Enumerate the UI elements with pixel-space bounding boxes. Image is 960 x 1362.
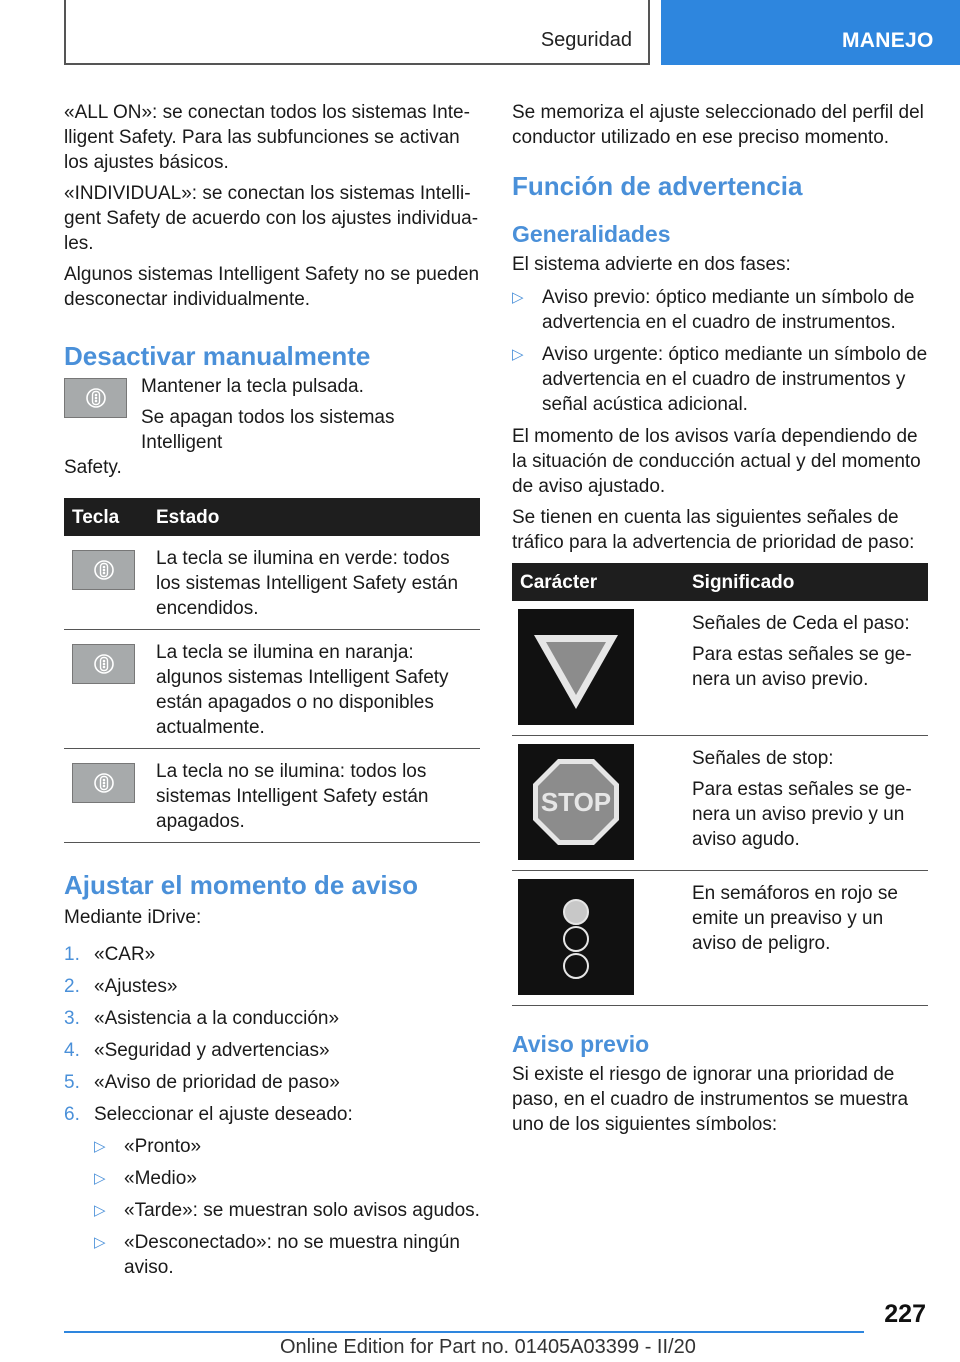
- yield-sign-icon: [518, 609, 634, 725]
- table-row: [512, 736, 928, 871]
- phases-list: [512, 285, 928, 417]
- state-text: La tecla se ilumina en verde: todos los sistemas Intelligent Safety están encendidos.: [148, 536, 480, 630]
- meaning-line: En semáforos en rojo se emite un preaviso y un aviso de peligro.: [692, 883, 898, 954]
- paragraph-senales: Se tienen en cuenta las siguientes señales de tráfico para la advertencia de prioridad de paso:: [512, 507, 915, 553]
- desactivar-line-2: Se apagan todos los sistemas Intelligent: [141, 407, 395, 453]
- desactivar-line-1: Mantener la tecla pulsada.: [141, 376, 364, 397]
- paragraph-cannot-disable: Algunos sistemas Intelligent Safety no se pueden desconectar individualmente.: [64, 264, 480, 310]
- meaning-line: Para estas señales se genera un aviso previo.: [692, 644, 912, 690]
- bullet-triangle-icon: ▷: [512, 289, 524, 306]
- bullet-triangle-icon: ▷: [94, 1170, 106, 1187]
- paragraph-all-on: «ALL ON»: se conectan todos los sistemas Intelligent Safety. Para las subfunciones se activan los ajustes básicos.: [64, 102, 470, 173]
- heading-aviso-previo: Aviso previo: [512, 1031, 650, 1057]
- col-header-meaning: Significado: [684, 563, 928, 601]
- list-item: ▷ «Tarde»: se muestran solo avisos agudos.: [94, 1200, 480, 1221]
- bullet-triangle-icon: ▷: [512, 346, 524, 363]
- safety-button-orange-icon: [72, 644, 135, 684]
- left-column: [64, 100, 480, 1287]
- footer-divider: [64, 1331, 864, 1333]
- paragraph-via-idrive: Mediante iDrive:: [64, 907, 202, 928]
- traffic-light-icon: [518, 879, 634, 995]
- list-item: ▷ «Desconectado»: no se muestra ningún aviso.: [94, 1232, 460, 1278]
- state-text: La tecla se ilumina en naranja: algunos sistemas Intelligent Safety están apagados o no disponibles actualmente.: [148, 630, 480, 749]
- bullet-triangle-icon: ▷: [94, 1234, 106, 1251]
- heading-ajustar: Ajustar el momento de aviso: [64, 870, 418, 900]
- table-row: [64, 630, 480, 749]
- list-item: 5. «Aviso de prioridad de paso»: [64, 1072, 340, 1093]
- heading-generalidades: Generalidades: [512, 221, 671, 247]
- list-item: 1. «CAR»: [64, 944, 156, 965]
- header-bar: [64, 0, 650, 65]
- state-text: La tecla no se ilumina: todos los sistemas Intelligent Safety están apagados.: [148, 749, 480, 843]
- paragraph-aviso-previo: Si existe el riesgo de ignorar una prioridad de paso, en el cuadro de instrumentos se muestra uno de los siguientes símbolos:: [512, 1064, 909, 1135]
- footer-edition: Online Edition for Part no. 01405A03399 - II/20: [280, 1336, 696, 1358]
- bullet-triangle-icon: ▷: [94, 1202, 106, 1219]
- key-state-table: [64, 498, 480, 843]
- header-chapter-tab[interactable]: [661, 0, 960, 65]
- list-item: 6. Seleccionar el ajuste deseado: ▷ «Pronto» ▷ «Medio» ▷ «Tarde»: se muestran solo avisos agudos. ▷ «Desconectado»: no se muestra ningún aviso.: [64, 1104, 480, 1278]
- safety-button-green-icon: [72, 550, 135, 590]
- safety-button-icon: [64, 378, 127, 418]
- list-item: ▷ Aviso previo: óptico mediante un símbolo de advertencia en el cuadro de instrumentos.: [512, 287, 915, 333]
- table-row: [512, 601, 928, 736]
- list-item: 2. «Ajustes»: [64, 976, 178, 997]
- paragraph-momento: El momento de los avisos varía dependiendo de la situación de conducción actual y del momento de aviso ajustado.: [512, 426, 921, 497]
- paragraph-memoriza: Se memoriza el ajuste seleccionado del perfil del conductor utilizado en ese preciso momento.: [512, 102, 924, 148]
- desactivar-line-3: Safety.: [64, 457, 122, 478]
- page-number: 227: [884, 1300, 926, 1328]
- paragraph-dos-fases: El sistema advierte en dos fases:: [512, 254, 791, 275]
- list-item: ▷ «Medio»: [94, 1168, 197, 1189]
- table-row: [512, 871, 928, 1006]
- col-header-key: Tecla: [64, 498, 148, 536]
- heading-funcion: Función de advertencia: [512, 171, 803, 201]
- list-item: 3. «Asistencia a la conducción»: [64, 1008, 340, 1029]
- heading-desactivar: Desactivar manualmente: [64, 341, 371, 371]
- desactivar-block: [64, 374, 480, 480]
- safety-button-off-icon: [72, 763, 135, 803]
- list-item: ▷ «Pronto»: [94, 1136, 202, 1157]
- col-header-state: Estado: [148, 498, 480, 536]
- bullet-triangle-icon: ▷: [94, 1138, 106, 1155]
- list-item: 4. «Seguridad y advertencias»: [64, 1040, 330, 1061]
- meaning-line: Señales de Ceda el paso:: [692, 613, 910, 634]
- options-list: [94, 1134, 480, 1280]
- meaning-line: Señales de stop:: [692, 748, 834, 769]
- list-item: ▷ Aviso urgente: óptico mediante un símbolo de advertencia en el cuadro de instrumentos y señal acústica adicional.: [512, 344, 928, 415]
- col-header-character: Carácter: [512, 563, 684, 601]
- signs-table: [512, 563, 928, 1006]
- table-row: [64, 536, 480, 630]
- table-row: [64, 749, 480, 843]
- header-chapter-label: MANEJO: [842, 29, 934, 52]
- paragraph-individual: «INDIVIDUAL»: se conectan los sistemas Intelligent Safety de acuerdo con los ajustes individuales.: [64, 183, 479, 254]
- svg-text:STOP: STOP: [540, 787, 612, 817]
- header-section-title: Seguridad: [540, 29, 632, 51]
- steps-list: [64, 942, 480, 1280]
- stop-sign-icon: [518, 744, 634, 860]
- meaning-line: Para estas señales se genera un aviso previo y un aviso agudo.: [692, 779, 912, 850]
- right-column: [512, 100, 928, 1143]
